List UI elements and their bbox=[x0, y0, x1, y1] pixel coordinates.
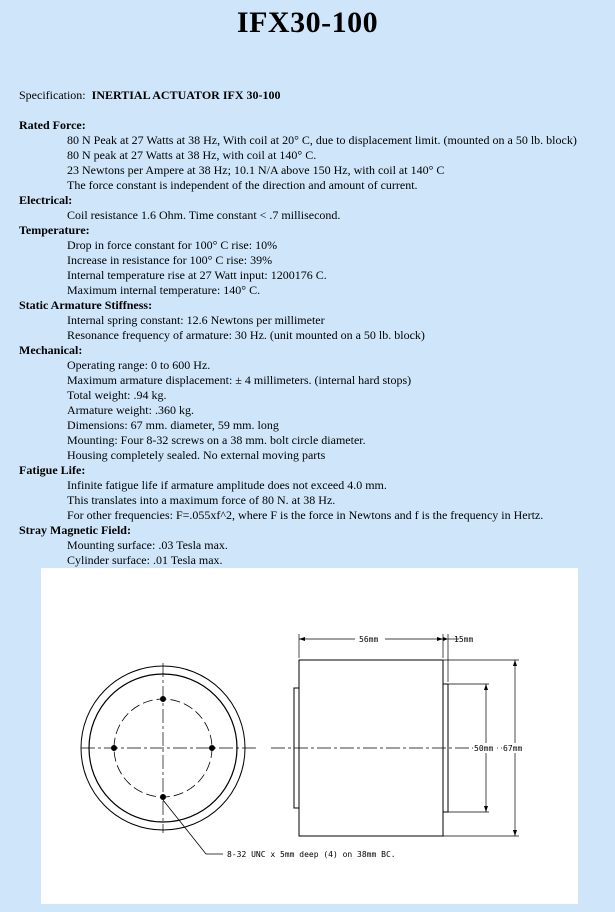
spec-line: For other frequencies: F=.055xf^2, where F is the force in Newtons and f is the frequency in Hertz. bbox=[67, 508, 544, 522]
spec-sections bbox=[19, 118, 609, 568]
spec-line: Operating range: 0 to 600 Hz. bbox=[67, 358, 211, 372]
spec-line: 80 N Peak at 27 Watts at 38 Hz, With coil at 20° C, due to displacement limit. (mounted on a 50 lb. block) bbox=[67, 133, 577, 147]
section-heading: Mechanical: bbox=[19, 343, 83, 357]
technical-drawing bbox=[41, 568, 578, 904]
bolt-hole-right bbox=[210, 746, 215, 751]
spec-line: Total weight: .94 kg. bbox=[67, 388, 167, 402]
spec-line: Mounting surface: .03 Tesla max. bbox=[67, 538, 228, 552]
bolt-hole-bottom bbox=[161, 795, 166, 800]
note-leader bbox=[163, 800, 223, 854]
dim-outer-label: 67mm bbox=[503, 744, 523, 753]
spec-line: The force constant is independent of the direction and amount of current. bbox=[67, 178, 418, 192]
section-heading: Rated Force: bbox=[19, 118, 86, 132]
spec-line: Internal spring constant: 12.6 Newtons per millimeter bbox=[67, 313, 325, 327]
spec-line: Cylinder surface: .01 Tesla max. bbox=[67, 553, 223, 567]
spec-line: Maximum armature displacement: ± 4 millimeters. (internal hard stops) bbox=[67, 373, 412, 387]
specification-line bbox=[19, 88, 281, 103]
section-heading: Stray Magnetic Field: bbox=[19, 523, 131, 537]
drawing-svg bbox=[41, 568, 578, 904]
spec-line: 23 Newtons per Ampere at 38 Hz; 10.1 N/A above 150 Hz, with coil at 140° C bbox=[67, 163, 445, 177]
section-heading: Fatigue Life: bbox=[19, 463, 86, 477]
spec-line: Internal temperature rise at 27 Watt input: 1200176 C. bbox=[67, 268, 327, 282]
specification-value: INERTIAL ACTUATOR IFX 30-100 bbox=[91, 88, 281, 102]
spec-line: Housing completely sealed. No external moving parts bbox=[67, 448, 326, 462]
spec-line: Mounting: Four 8-32 screws on a 38 mm. bolt circle diameter. bbox=[67, 433, 366, 447]
bolt-hole-top bbox=[161, 697, 166, 702]
spec-line: Infinite fatigue life if armature amplitude does not exceed 4.0 mm. bbox=[67, 478, 387, 492]
spec-line: Resonance frequency of armature: 30 Hz. (unit mounted on a 50 lb. block) bbox=[67, 328, 425, 342]
section-heading: Electrical: bbox=[19, 193, 73, 207]
spec-line: Dimensions: 67 mm. diameter, 59 mm. long bbox=[67, 418, 279, 432]
section-heading: Temperature: bbox=[19, 223, 90, 237]
spec-line: This translates into a maximum force of 80 N. at 38 Hz. bbox=[67, 493, 336, 507]
specification-label: Specification: bbox=[19, 88, 86, 102]
spec-line: Armature weight: .360 kg. bbox=[67, 403, 194, 417]
spec-line: Drop in force constant for 100° C rise: 10% bbox=[67, 238, 278, 252]
page-title: IFX30-100 bbox=[236, 6, 379, 39]
dim-length-label: 56mm bbox=[359, 635, 379, 644]
spec-line: Coil resistance 1.6 Ohm. Time constant < .7 millisecond. bbox=[67, 208, 341, 222]
spec-line: 80 N peak at 27 Watts at 38 Hz, with coil at 140° C. bbox=[67, 148, 317, 162]
section-heading: Static Armature Stiffness: bbox=[19, 298, 153, 312]
dim-inner-label: 50mm bbox=[474, 744, 494, 753]
dim-lip-label: 15mm bbox=[454, 635, 474, 644]
mounting-note: 8-32 UNC x 5mm deep (4) on 38mm BC. bbox=[227, 850, 396, 859]
bolt-hole-left bbox=[112, 746, 117, 751]
spec-line: Increase in resistance for 100° C rise: 39% bbox=[67, 253, 273, 267]
spec-line: Maximum internal temperature: 140° C. bbox=[67, 283, 261, 297]
